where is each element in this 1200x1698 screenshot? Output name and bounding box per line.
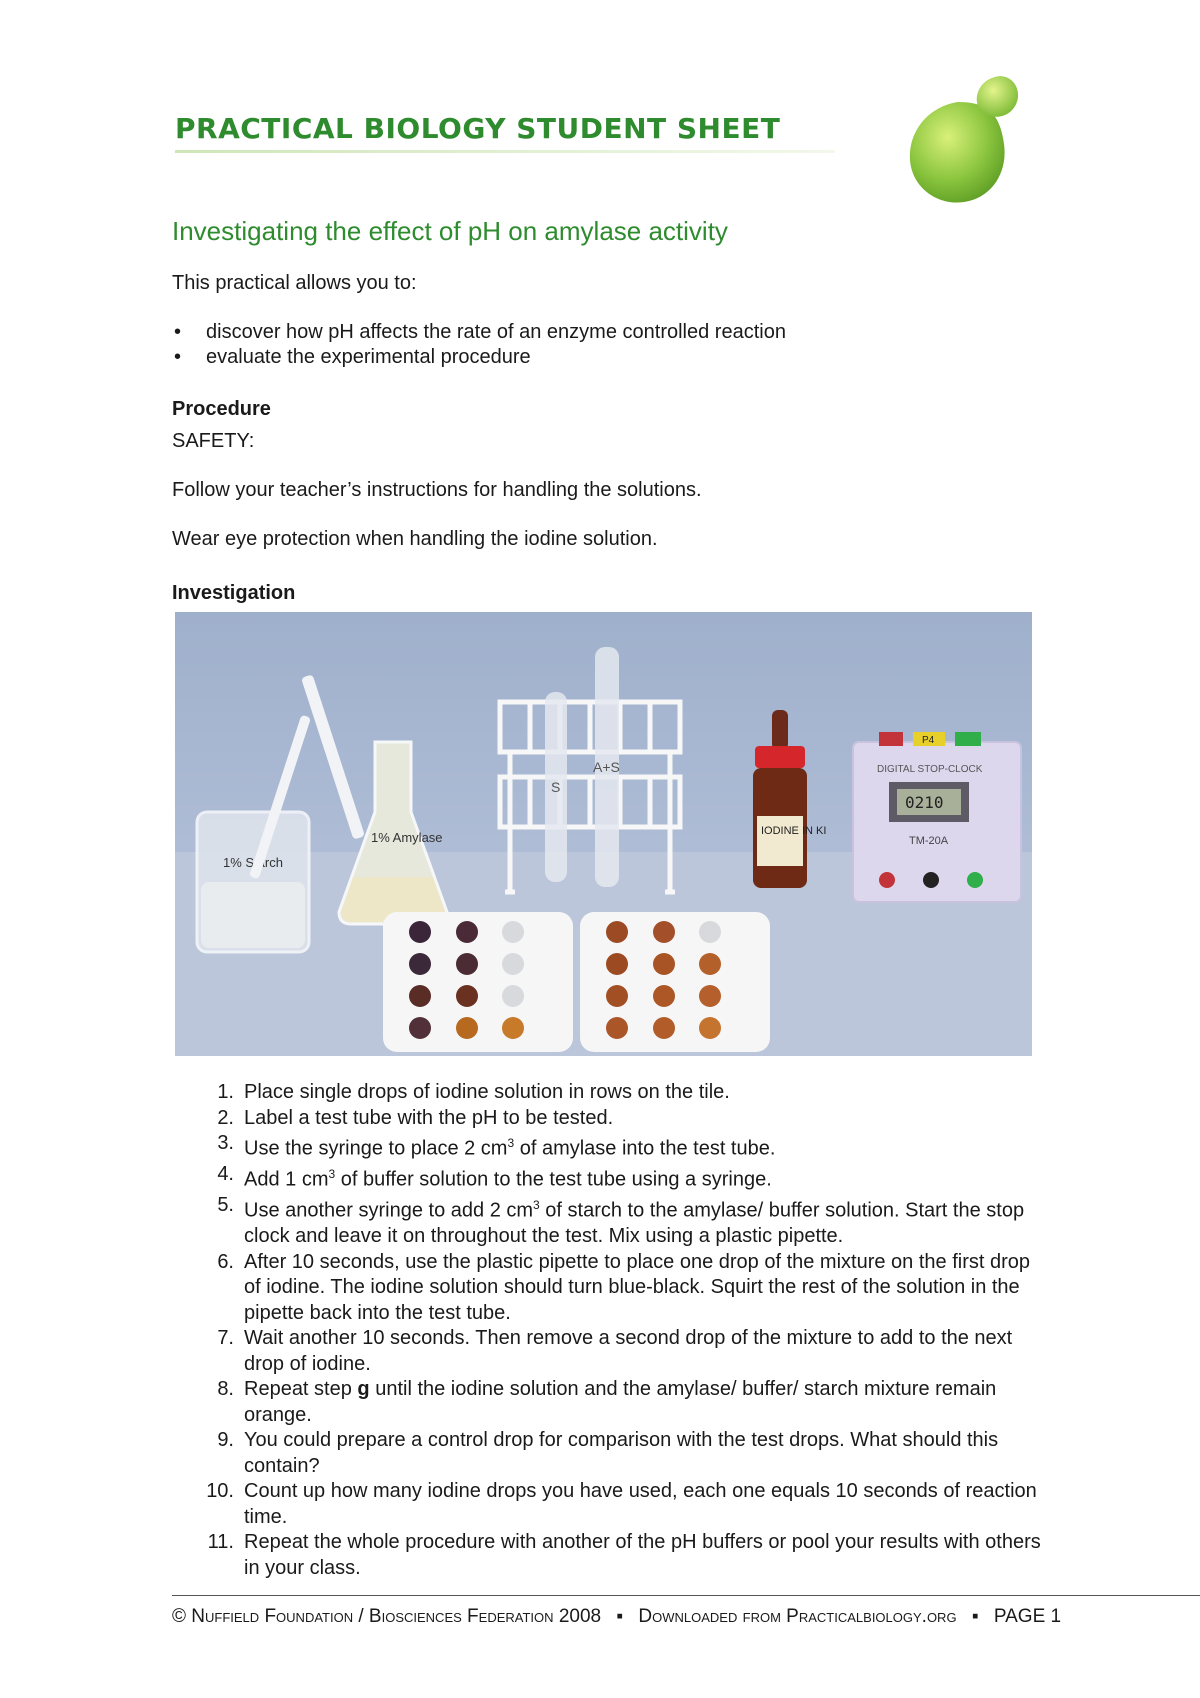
apparatus-photo: [175, 612, 1032, 1056]
investigation-heading: Investigation: [172, 582, 296, 604]
svg-text:DIGITAL STOP-CLOCK: DIGITAL STOP-CLOCK: [877, 764, 983, 775]
svg-text:1% Starch: 1% Starch: [223, 855, 283, 870]
page-number: PAGE 1: [993, 1606, 1062, 1627]
safety-instruction-2: Wear eye protection when handling the iodine solution.: [172, 528, 658, 550]
spotting-tile-left: [383, 912, 573, 1052]
list-item: 8. Repeat step g until the iodine solution and the amylase/ buffer/ starch mixture remain orange.: [217, 1378, 997, 1426]
list-item: 11. Repeat the whole procedure with another of the pH buffers or pool your results with others in your class.: [207, 1531, 1041, 1579]
footer-copyright: © Nuffield Foundation / Biosciences Federation 2008: [172, 1606, 602, 1627]
beaker: [197, 812, 309, 952]
digital-stop-clock: [853, 732, 1021, 902]
svg-text:0210: 0210: [905, 793, 944, 812]
footer-source: Downloaded from Practicalbiology.org: [638, 1606, 957, 1627]
procedure-steps: [172, 1080, 1042, 1581]
svg-text:IODINE IN KI: IODINE IN KI: [761, 825, 827, 837]
safety-label: SAFETY:: [172, 430, 255, 452]
sheet-title: PRACTICAL BIOLOGY STUDENT SHEET: [175, 112, 781, 145]
svg-text:1% Amylase: 1% Amylase: [371, 830, 443, 845]
footer-separator-icon: ▪: [971, 1606, 979, 1627]
green-droplet-logo-icon: [900, 72, 1030, 207]
safety-instruction-1: Follow your teacher’s instructions for handling the solutions.: [172, 479, 702, 501]
footer-rule: [172, 1595, 1200, 1596]
list-item: 9. You could prepare a control drop for comparison with the test drops. What should this contain?: [217, 1429, 999, 1477]
footer-separator-icon: ▪: [616, 1606, 624, 1627]
list-item: • evaluate the experimental procedure: [174, 346, 531, 368]
header-rule: [175, 150, 835, 153]
bullet-icon: •: [174, 346, 182, 368]
list-item: 10. Count up how many iodine drops you have used, each one equals 10 seconds of reaction time.: [206, 1480, 1037, 1528]
spotting-tile-right: [580, 912, 770, 1052]
svg-text:TM-20A: TM-20A: [909, 835, 949, 847]
list-item: 3. Use the syringe to place 2 $cm^3$ of amylase into the test tube.: [217, 1132, 776, 1160]
footer: [172, 1606, 1061, 1628]
document-title: Investigating the effect of pH on amylase activity: [172, 216, 728, 246]
bullet-icon: •: [174, 321, 182, 343]
list-item: 4. Add 1 $cm^3$ of buffer solution to the test tube using a syringe.: [217, 1163, 772, 1191]
list-item: 2. Label a test tube with the pH to be tested.: [217, 1106, 614, 1129]
list-item: 5. Use another syringe to add 2 $cm^3$ of starch to the amylase/ buffer solution. Start the stop clock and leave it on throughout the test. Mix using a plastic pipette.: [217, 1194, 1025, 1248]
procedure-heading: Procedure: [172, 398, 271, 420]
list-item: • discover how pH affects the rate of an enzyme controlled reaction: [174, 321, 786, 343]
svg-text:P4: P4: [922, 735, 935, 746]
svg-text:A+S: A+S: [593, 759, 620, 775]
aims-list: [172, 320, 786, 370]
list-item: 7. Wait another 10 seconds. Then remove a second drop of the mixture to add to the next drop of iodine.: [217, 1327, 1013, 1375]
intro-text: This practical allows you to:: [172, 272, 417, 294]
list-item: 1. Place single drops of iodine solution in rows on the tile.: [217, 1081, 730, 1103]
list-item: 6. After 10 seconds, use the plastic pipette to place one drop of the mixture on the first drop of iodine. The iodine solution should turn blue-black. Squirt the rest of the solution in the pipette back into the test tube.: [217, 1250, 1031, 1324]
svg-text:S: S: [551, 779, 561, 795]
